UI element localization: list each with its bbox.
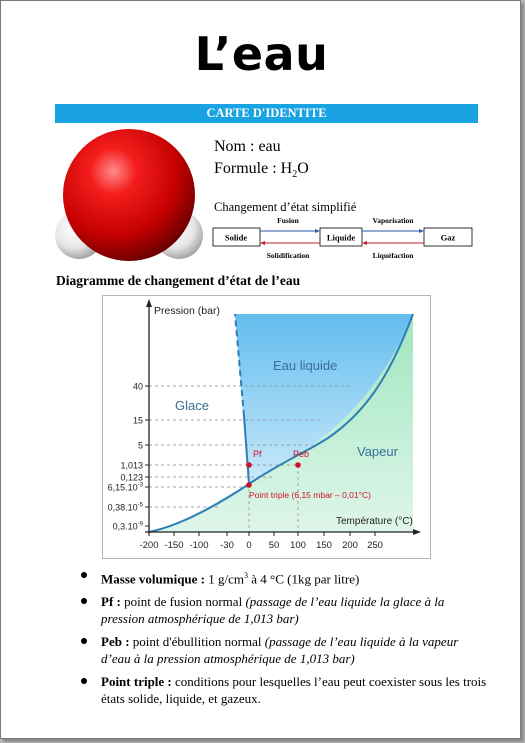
region-eau-liquide: Eau liquide [273,358,338,373]
y-axis-label: Pression (bar) [154,305,220,317]
label-point-triple: Point triple (6,15 mbar – 0,01°C) [249,490,371,500]
page-title: L’eau [194,27,329,81]
label-peb: Peb [293,449,310,459]
region-vapeur: Vapeur [357,444,398,459]
x-tick-label: 250 [367,540,383,551]
x-tick-label: -150 [164,540,184,551]
bullet-dot [81,598,87,604]
point-peb [295,462,301,468]
x-tick-label: -30 [220,540,234,551]
y-tick-label: 5 [137,440,143,451]
x-axis-ticks [139,532,382,551]
x-tick-label: 150 [316,540,332,551]
phase-diagram-frame [102,295,431,559]
list-item-peb: Peb : point d'ébullition normal (passage de l’eau liquide à la vapeur d’eau à la pression atmosphérique de 1,013 bar) [79,633,489,667]
label-vaporisation: Vaporisation [372,216,414,225]
y-tick-label: 0,123 [120,472,143,483]
list-item-masse: Masse volumique : 1 $g/cm^3$ à 4 °C (1kg par litre) [79,567,489,587]
state-solide: Solide [224,232,248,243]
state-change-title: Changement d’état simplifié [214,200,357,214]
y-axis-ticks [108,382,149,532]
label-solidification: Solidification [266,251,310,260]
state-liquide: Liquide [326,232,356,243]
point-triple [246,482,252,488]
x-tick-label: 100 [290,540,306,551]
state-change-diagram [212,214,475,264]
region-glace: Glace [175,398,209,413]
bullet-dot [81,638,87,644]
point-pf [246,462,252,468]
x-tick-label: 50 [268,540,280,551]
x-axis-label: Température (°C) [336,516,413,527]
formula-line: Formule : $H_2O$ [214,160,309,181]
list-item-point-triple: Point triple : conditions pour lesquelles l’eau peut coexister sous les trois états solide, liquide, et gazeux. [79,673,489,707]
x-tick-label: -100 [189,540,209,551]
x-tick-label: 200 [342,540,358,551]
phase-diagram-chart [103,296,430,558]
bullet-dot [81,678,87,684]
y-tick-label: $0,38.10^{-5}$ [107,502,143,513]
bullet-dot [81,572,87,578]
water-molecule-image [53,127,213,267]
label-pf: Pf [253,449,262,459]
diagram-title: Diagramme de changement d’état de l’eau [56,273,301,288]
x-tick-label: 0 [246,540,252,551]
y-tick-label: 1,013 [120,460,143,471]
identity-banner: CARTE D'IDENTITE [55,104,478,123]
list-item-pf: Pf : point de fusion normal (passage de l’eau liquide la glace à la pression atmosphérique de 1,013 bar) [79,593,489,627]
name-line: Nom : eau [214,138,281,155]
label-liquefaction: Liquéfaction [372,251,414,260]
x-tick-label: -200 [139,540,159,551]
definition-list [79,567,489,713]
y-tick-label: 40 [132,381,143,392]
state-gaz: Gaz [440,232,456,243]
y-tick-label: $6,15.10^{-3}$ [107,482,143,493]
y-tick-label: $0,3.10^{-9}$ [112,521,143,532]
label-fusion: Fusion [277,216,299,225]
y-tick-label: 15 [132,415,143,426]
